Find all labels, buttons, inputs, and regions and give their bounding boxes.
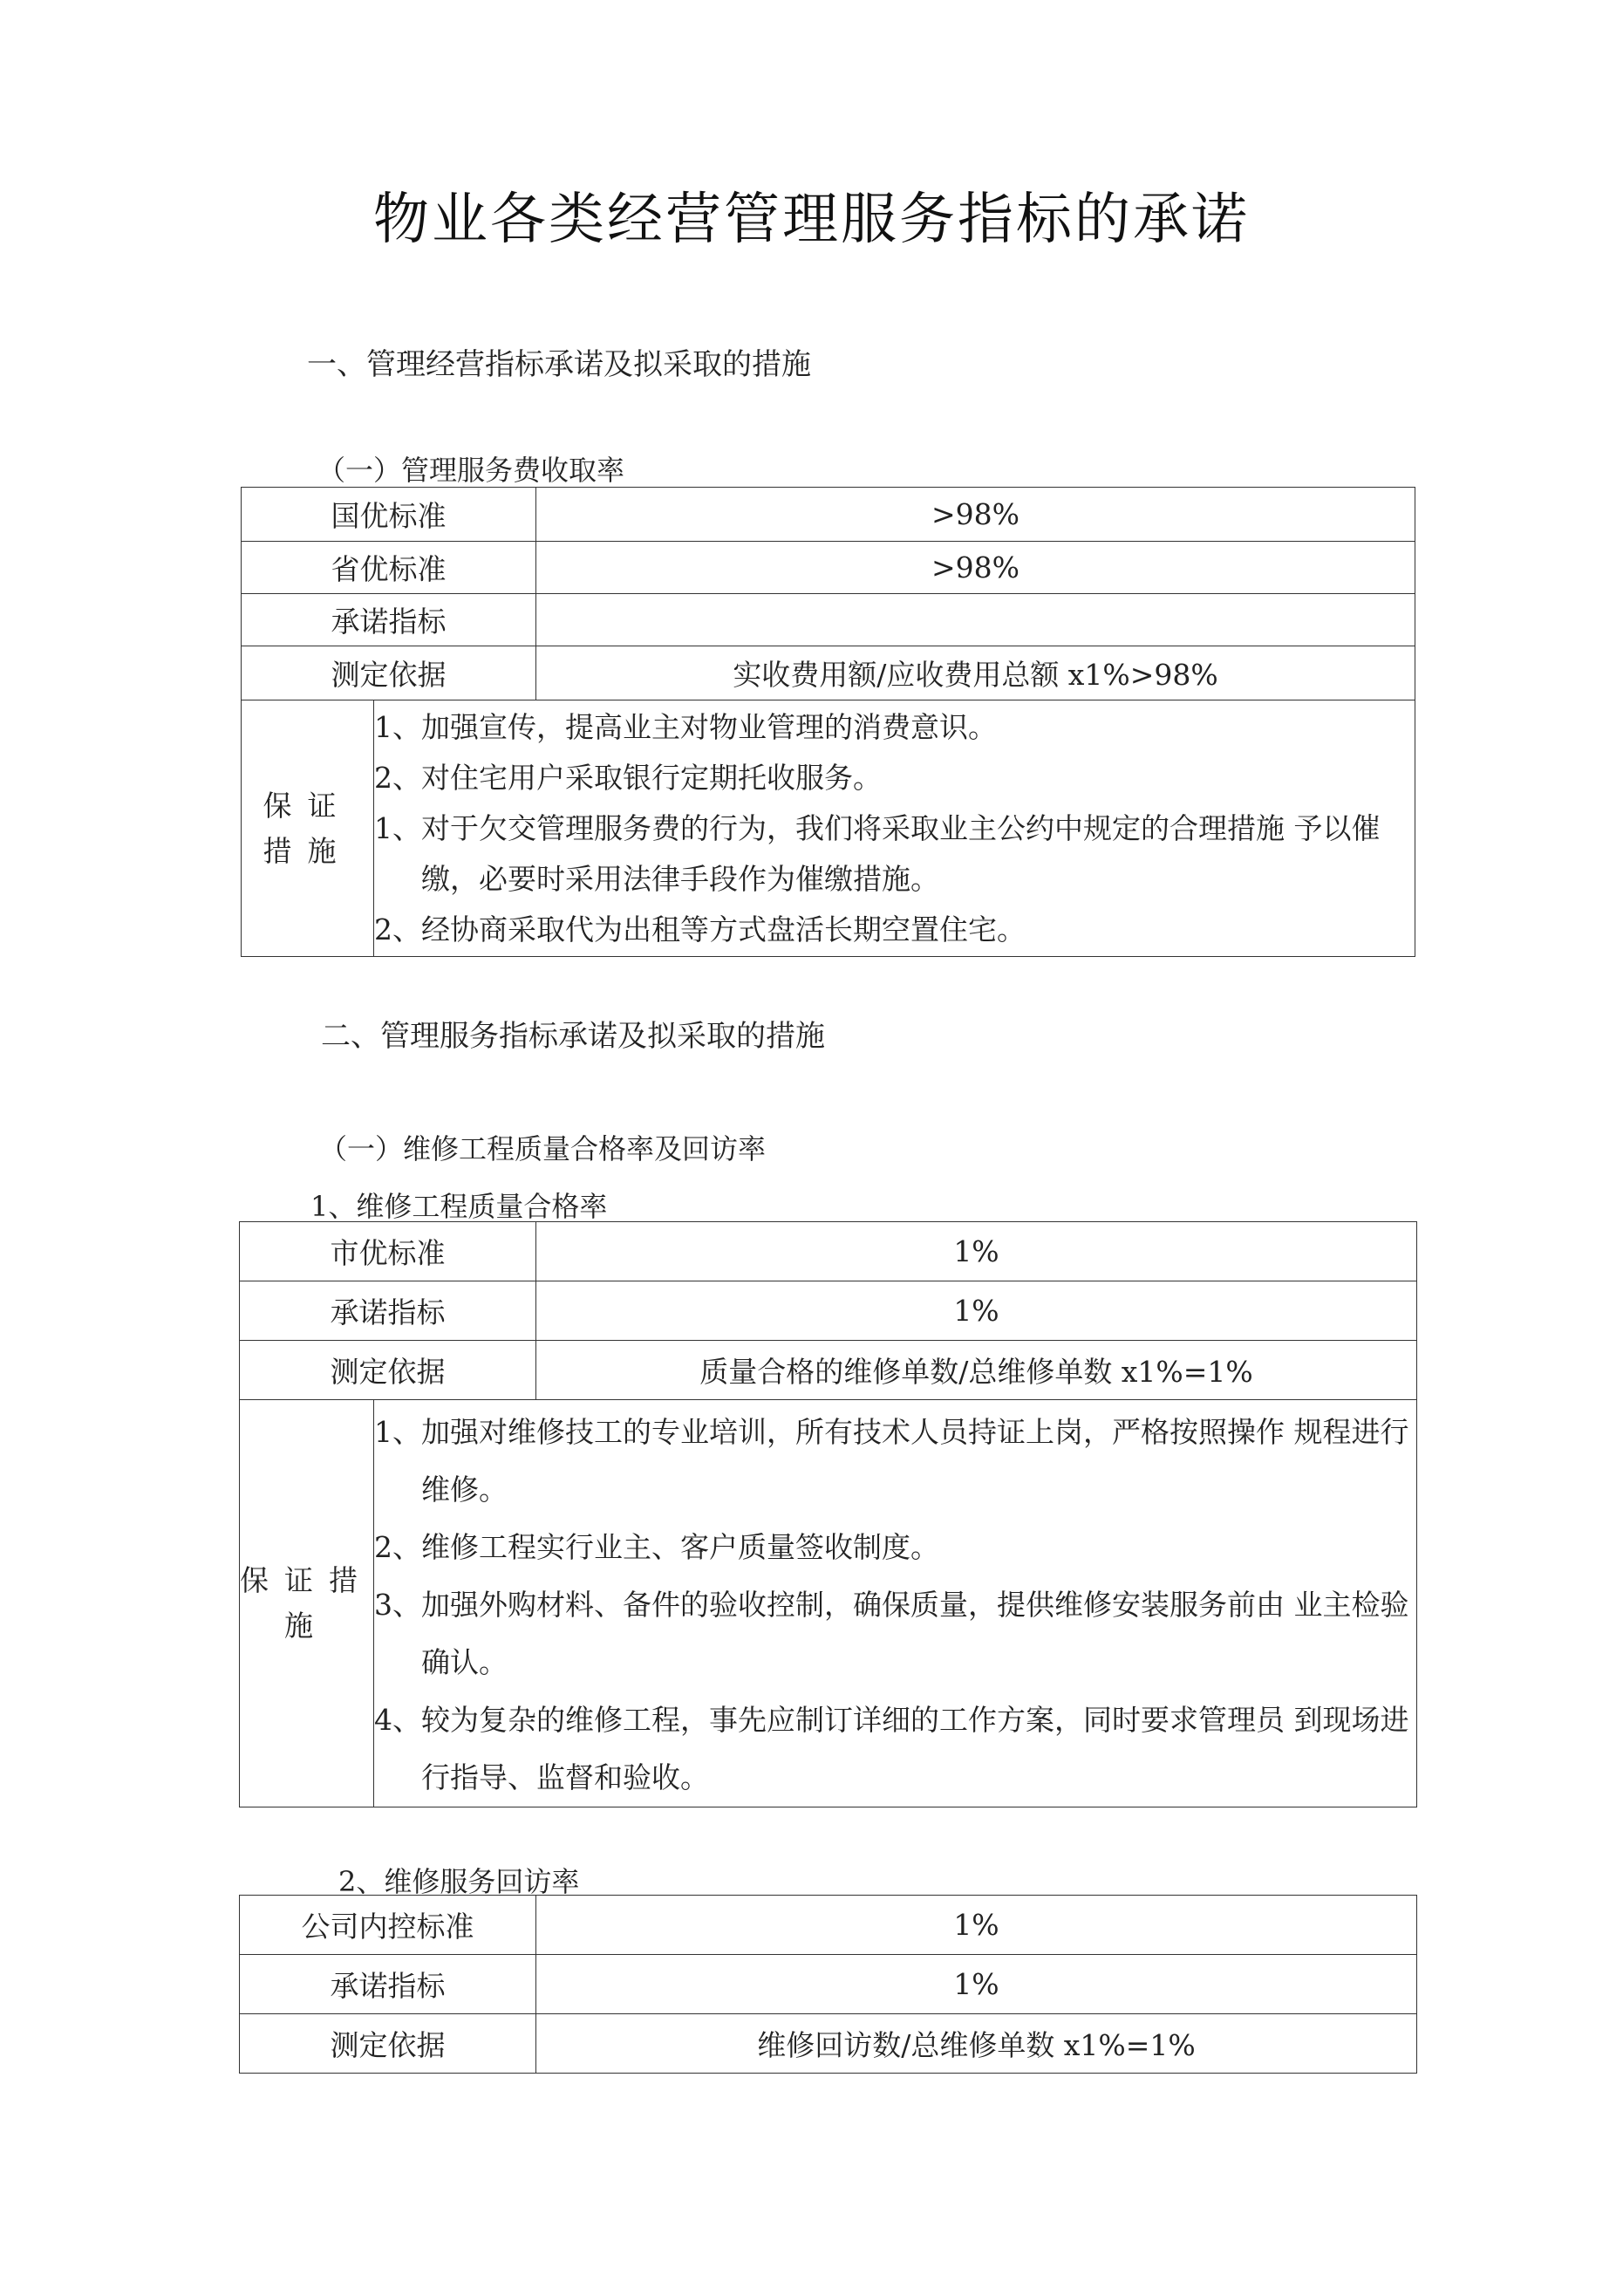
table-row bbox=[240, 1896, 1417, 1955]
row-label: 测定依据 bbox=[240, 2014, 536, 2074]
measure-item: 2、维修工程实行业主、客户质量签收制度。 bbox=[374, 1530, 939, 1564]
table-row bbox=[240, 1281, 1417, 1341]
section-1-heading: 一、管理经营指标承诺及拟采取的措施 bbox=[307, 347, 811, 382]
row-value: 1% bbox=[536, 1955, 1417, 2014]
section-2-sub-1-heading: （一）维修工程质量合格率及回访率 bbox=[319, 1132, 767, 1165]
measure-item: 3、加强外购材料、备件的验收控制，确保质量，提供维修安装服务前由 业主检验确认。 bbox=[374, 1588, 1409, 1679]
measures-label: 保证措施 bbox=[242, 700, 374, 957]
repair-followup-table bbox=[239, 1895, 1417, 2074]
document-title: 物业各类经营管理服务指标的承诺 bbox=[373, 188, 1250, 252]
table-row bbox=[240, 1341, 1417, 1400]
row-value: 实收费用额/应收费用总额 x1%>98% bbox=[536, 646, 1415, 700]
row-label: 公司内控标准 bbox=[240, 1896, 536, 1955]
row-label: 省优标准 bbox=[242, 542, 536, 594]
table-row bbox=[242, 488, 1415, 542]
section-1-sub-1-heading: （一）管理服务费收取率 bbox=[317, 454, 625, 487]
measure-item: 4、较为复杂的维修工程，事先应制订详细的工作方案，同时要求管理员 到现场进行指导、监督和验收。 bbox=[374, 1703, 1409, 1794]
measure-item: 1、对于欠交管理服务费的行为，我们将采取业主公约中规定的合理措施 予以催缴，必要时采用法律手段作为催缴措施。 bbox=[374, 810, 1381, 896]
row-label: 承诺指标 bbox=[242, 594, 536, 646]
table-row bbox=[242, 646, 1415, 700]
repair-quality-table bbox=[239, 1221, 1417, 1807]
row-label: 承诺指标 bbox=[240, 1281, 536, 1341]
row-label: 承诺指标 bbox=[240, 1955, 536, 2014]
row-value: 维修回访数/总维修单数 x1%=1% bbox=[536, 2014, 1417, 2074]
measures-label: 保证措施 bbox=[240, 1400, 374, 1807]
row-value: >98% bbox=[536, 488, 1415, 542]
measure-item: 1、加强对维修技工的专业培训，所有技术人员持证上岗，严格按照操作 规程进行维修。 bbox=[374, 1415, 1409, 1507]
row-value: 1% bbox=[536, 1281, 1417, 1341]
table-row bbox=[242, 594, 1415, 646]
row-value: 1% bbox=[536, 1896, 1417, 1955]
row-label: 国优标准 bbox=[242, 488, 536, 542]
measures-list bbox=[374, 700, 1415, 957]
measures-list bbox=[374, 1400, 1417, 1807]
measure-item: 2、对住宅用户采取银行定期托收服务。 bbox=[374, 760, 882, 795]
measure-item: 2、经协商采取代为出租等方式盘活长期空置住宅。 bbox=[374, 912, 1026, 946]
section-2-heading: 二、管理服务指标承诺及拟采取的措施 bbox=[321, 1019, 825, 1054]
row-value: 质量合格的维修单数/总维修单数 x1%=1% bbox=[536, 1341, 1417, 1400]
measures-row bbox=[242, 700, 1415, 957]
fee-collection-table bbox=[241, 487, 1415, 957]
row-label: 测定依据 bbox=[242, 646, 536, 700]
row-value: >98% bbox=[536, 542, 1415, 594]
table-row bbox=[240, 1955, 1417, 2014]
row-label: 测定依据 bbox=[240, 1341, 536, 1400]
row-label: 市优标准 bbox=[240, 1222, 536, 1281]
row-value bbox=[536, 594, 1415, 646]
part-1-heading: 1、维修工程质量合格率 bbox=[310, 1190, 608, 1223]
table-row bbox=[240, 2014, 1417, 2074]
row-value: 1% bbox=[536, 1222, 1417, 1281]
measures-row bbox=[240, 1400, 1417, 1807]
measure-item: 1、加强宣传，提高业主对物业管理的消费意识。 bbox=[374, 709, 997, 744]
part-2-heading: 2、维修服务回访率 bbox=[338, 1865, 580, 1898]
table-row bbox=[242, 542, 1415, 594]
table-row bbox=[240, 1222, 1417, 1281]
